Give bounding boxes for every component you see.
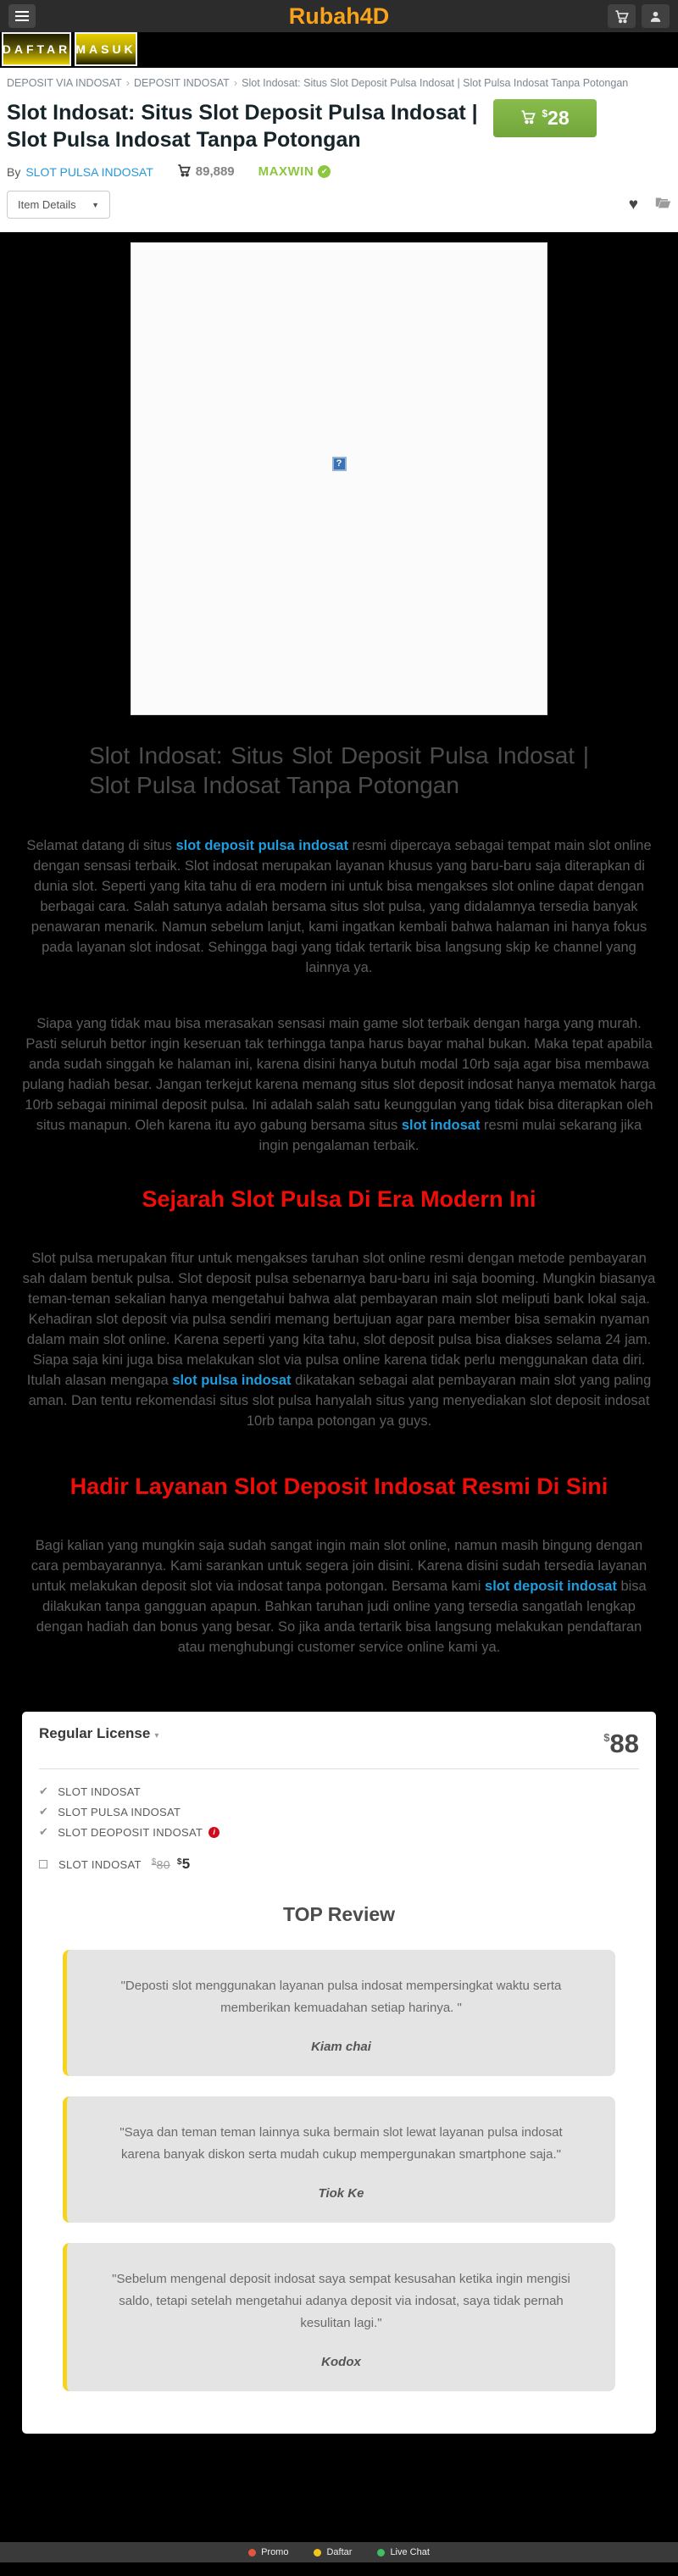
article-heading: Slot Indosat: Situs Slot Deposit Pulsa Indosat | Slot Pulsa Indosat Tanpa Potongan [89,742,589,798]
red-heading-sejarah: Sejarah Slot Pulsa Di Era Modern Ini [142,1186,536,1212]
live-chat-icon [377,2549,385,2557]
paragraph-1: Selamat datang di situs slot deposit pulsa indosat resmi dipercaya sebagai tempat main slot online dengan sensasi terbaik. Slot indosat merupakan layanan khusus yang baru-baru saja diterapkan di dunia slot. Seperti yang kita tahu di era modern ini untuk bisa mengakses slot online dapat dengan berbagai cara. Salah satunya adalah bersama situs slot pulsa, yang didalamnya tersedia banyak penawaran menarik. Namun sebelum lanjut, kami ingatkan kembali bahwa halaman ini hanya fokus pada layanan slot indosat. Sehingga bagi yang tidak tertarik bisa langsung skip ke channel yang lainnya ya. [26,838,652,975]
verified-check-icon: ✔ [318,165,331,178]
footer-end [0,2562,678,2576]
addon-label: SLOT INDOSAT [58,1857,142,1871]
info-icon[interactable]: i [208,1827,220,1838]
license-price: $88 [603,1729,639,1758]
addon-old-price: $80 [151,1857,170,1872]
check-icon: ✔ [39,1805,49,1818]
broken-image-icon: ? [332,457,347,471]
buy-cart-icon [520,109,536,127]
item-preview-area [0,232,678,715]
site-logo[interactable]: Rubah4D [288,3,390,29]
promo-link[interactable]: Promo [248,2547,288,2557]
link-slot-deposit-pulsa-indosat[interactable]: slot deposit pulsa indosat [175,838,348,853]
reviews-heading: TOP Review [282,1903,396,1925]
feature-item: ✔ SLOT PULSA INDOSAT [39,1805,181,1818]
review-card [63,2096,615,2223]
item-details-dropdown[interactable]: Item Details ▼ [7,191,110,219]
price: $28 [542,107,570,129]
details-row [0,180,678,232]
review-author: Kiam chai [311,2040,371,2054]
top-header [0,0,678,32]
cart-icon[interactable] [608,4,636,28]
preview-image-frame [131,242,547,715]
badge-label: MAXWIN [258,164,314,179]
by-label: By [7,164,21,179]
check-icon: ✔ [39,1785,49,1797]
feature-item: ✔ SLOT INDOSAT [39,1785,141,1798]
breadcrumb-link-2[interactable]: DEPOSIT INDOSAT [134,77,230,89]
collection-folder-icon[interactable] [655,196,671,214]
footer-spacer [0,2434,678,2542]
live-chat-link[interactable]: Live Chat [377,2547,429,2557]
license-card [22,1712,656,2434]
divider [39,1768,639,1769]
maxwin-badge [258,164,331,179]
breadcrumb-separator-icon: › [125,76,131,89]
check-icon: ✔ [39,1825,49,1838]
addon-checkbox[interactable] [39,1860,47,1868]
auth-button-strip [0,32,678,68]
user-icon[interactable] [642,4,670,28]
addon-row [39,1856,639,1873]
review-card [63,2243,615,2391]
daftar-button[interactable]: DAFTAR [2,32,71,66]
addon-new-price: $5 [176,1856,191,1872]
title-section [0,92,678,153]
page-title: Slot Indosat: Situs Slot Deposit Pulsa Indosat | Slot Pulsa Indosat Tanpa Potongan [7,101,478,152]
article [0,715,678,2434]
review-author: Tiok Ke [318,2186,364,2201]
review-quote: "Saya dan teman teman lainnya suka bermain slot lewat layanan pulsa indosat karena banyak diskon serta mudah cukup mempergunakan smartphone saja." [119,2125,563,2162]
item-action-icons [629,196,671,214]
sales [177,164,235,180]
favorite-heart-icon[interactable]: ♥ [628,196,638,214]
breadcrumb [0,68,678,92]
sales-count: 89,889 [195,164,235,179]
paragraph-4: Bagi kalian yang mungkin saja sudah sangat ingin main slot online, namun masih bingung dengan cara pembayarannya. Kami sarankan untuk segera join disini. Karena disini sudah tersedia layanan untuk melakukan deposit slot via indosat tanpa potongan. Bersama kami slot deposit indosat bisa dilakukan tanpa gangguan apapun. Bahkan taruhan judi online yang tersedia sangatlah lengkap dengan hadiah dan bonus yang besar. So jika anda tertarik bisa langsung melakukan pendaftaran atau menghubungi customer service online kami ya. [31,1538,647,1655]
author-link[interactable]: SLOT PULSA INDOSAT [25,164,153,179]
paragraph-3: Slot pulsa merupakan fitur untuk mengakses taruhan slot online resmi dengan metode pembayaran sah dalam bentuk pulsa. Slot deposit pulsa sebenarnya baru-baru ini saja booming. Mungkin biasanya teman-teman sekalian hanya mengetahui bahwa alat pembayaran main slot meliputi bank lokal saja. Kehadiran slot deposit via pulsa sendiri memang bertujuan agar para member bisa semakin nyaman dalam main slot online. Karena seperti yang kita tahu, slot deposit pulsa bisa diakses selama 24 jam. Siapa saja kini juga bisa melakukan slot via pulsa online karena tidak perlu menggunakan data diri. Itulah alasan mengapa slot pulsa indosat dikatakan sebagai alat pembayaran main slot yang paling aman. Dan tentu rekomendasi situs slot pulsa hanyalah situs yang menyediakan slot deposit indosat 10rb tanpa potongan ya guys. [22,1251,656,1429]
daftar-link[interactable]: Daftar [314,2547,352,2557]
feature-item: ✔ SLOT DEOPOSIT INDOSAT i [39,1825,639,1839]
byline [0,153,678,180]
header-actions [608,4,670,28]
review-quote: "Sebelum mengenal deposit indosat saya sempat kesusahan ketika ingin mengisi saldo, tetapi setelah mengetahui adanya deposit via indosat, saya tidak pernah kesulitan lagi." [112,2272,570,2330]
sales-cart-icon [177,164,191,180]
link-slot-indosat[interactable]: slot indosat [401,1118,481,1133]
review-quote: "Deposti slot menggunakan layanan pulsa indosat mempersingkat waktu serta memberikan kemuadahan setiap harinya. " [120,1979,562,2015]
daftar-icon [314,2549,321,2557]
chevron-down-icon: ▼ [92,200,99,209]
license-features [39,1785,639,1839]
bottom-quick-bar [0,2542,678,2562]
paragraph-2: Siapa yang tidak mau bisa merasakan sensasi main game slot terbaik dengan harga yang murah. Pasti seluruh bettor ingin keseruan tak terhingga tanpa harus bayar mahal bukan. Maka tepat apabila anda sudah singgah ke halaman ini, karena disini hanya butuh modal 10rb saja agar bisa membawa pulang hadiah besar. Jangan terkejut karena memang situs slot deposit indosat hanya mematok harga 10rb sebagai minimal deposit pulsa. Ini adalah salah satu keunggulan yang tidak bisa diterapkan oleh situs manapun. Oleh karena itu ayo gabung bersama situs slot indosat resmi mulai sekarang jika ingin pengalaman terbaik. [22,1016,656,1153]
breadcrumb-current: Slot Indosat: Situs Slot Deposit Pulsa Indosat | Slot Pulsa Indosat Tanpa Potongan [242,77,629,89]
promo-icon [248,2549,256,2557]
link-slot-deposit-indosat[interactable]: slot deposit indosat [485,1579,617,1594]
review-card [63,1950,615,2076]
chevron-down-icon: ▾ [154,1731,159,1740]
buy-button[interactable] [493,99,597,137]
breadcrumb-separator-icon: › [233,76,238,89]
review-author: Kodox [321,2355,361,2369]
masuk-button[interactable]: MASUK [75,32,137,66]
link-slot-pulsa-indosat[interactable]: slot pulsa indosat [172,1373,292,1388]
red-heading-hadir: Hadir Layanan Slot Deposit Indosat Resmi Di Sini [69,1474,609,1499]
breadcrumb-link-1[interactable]: DEPOSIT VIA INDOSAT [7,77,122,89]
license-dropdown[interactable]: Regular License ▾ [39,1725,159,1741]
